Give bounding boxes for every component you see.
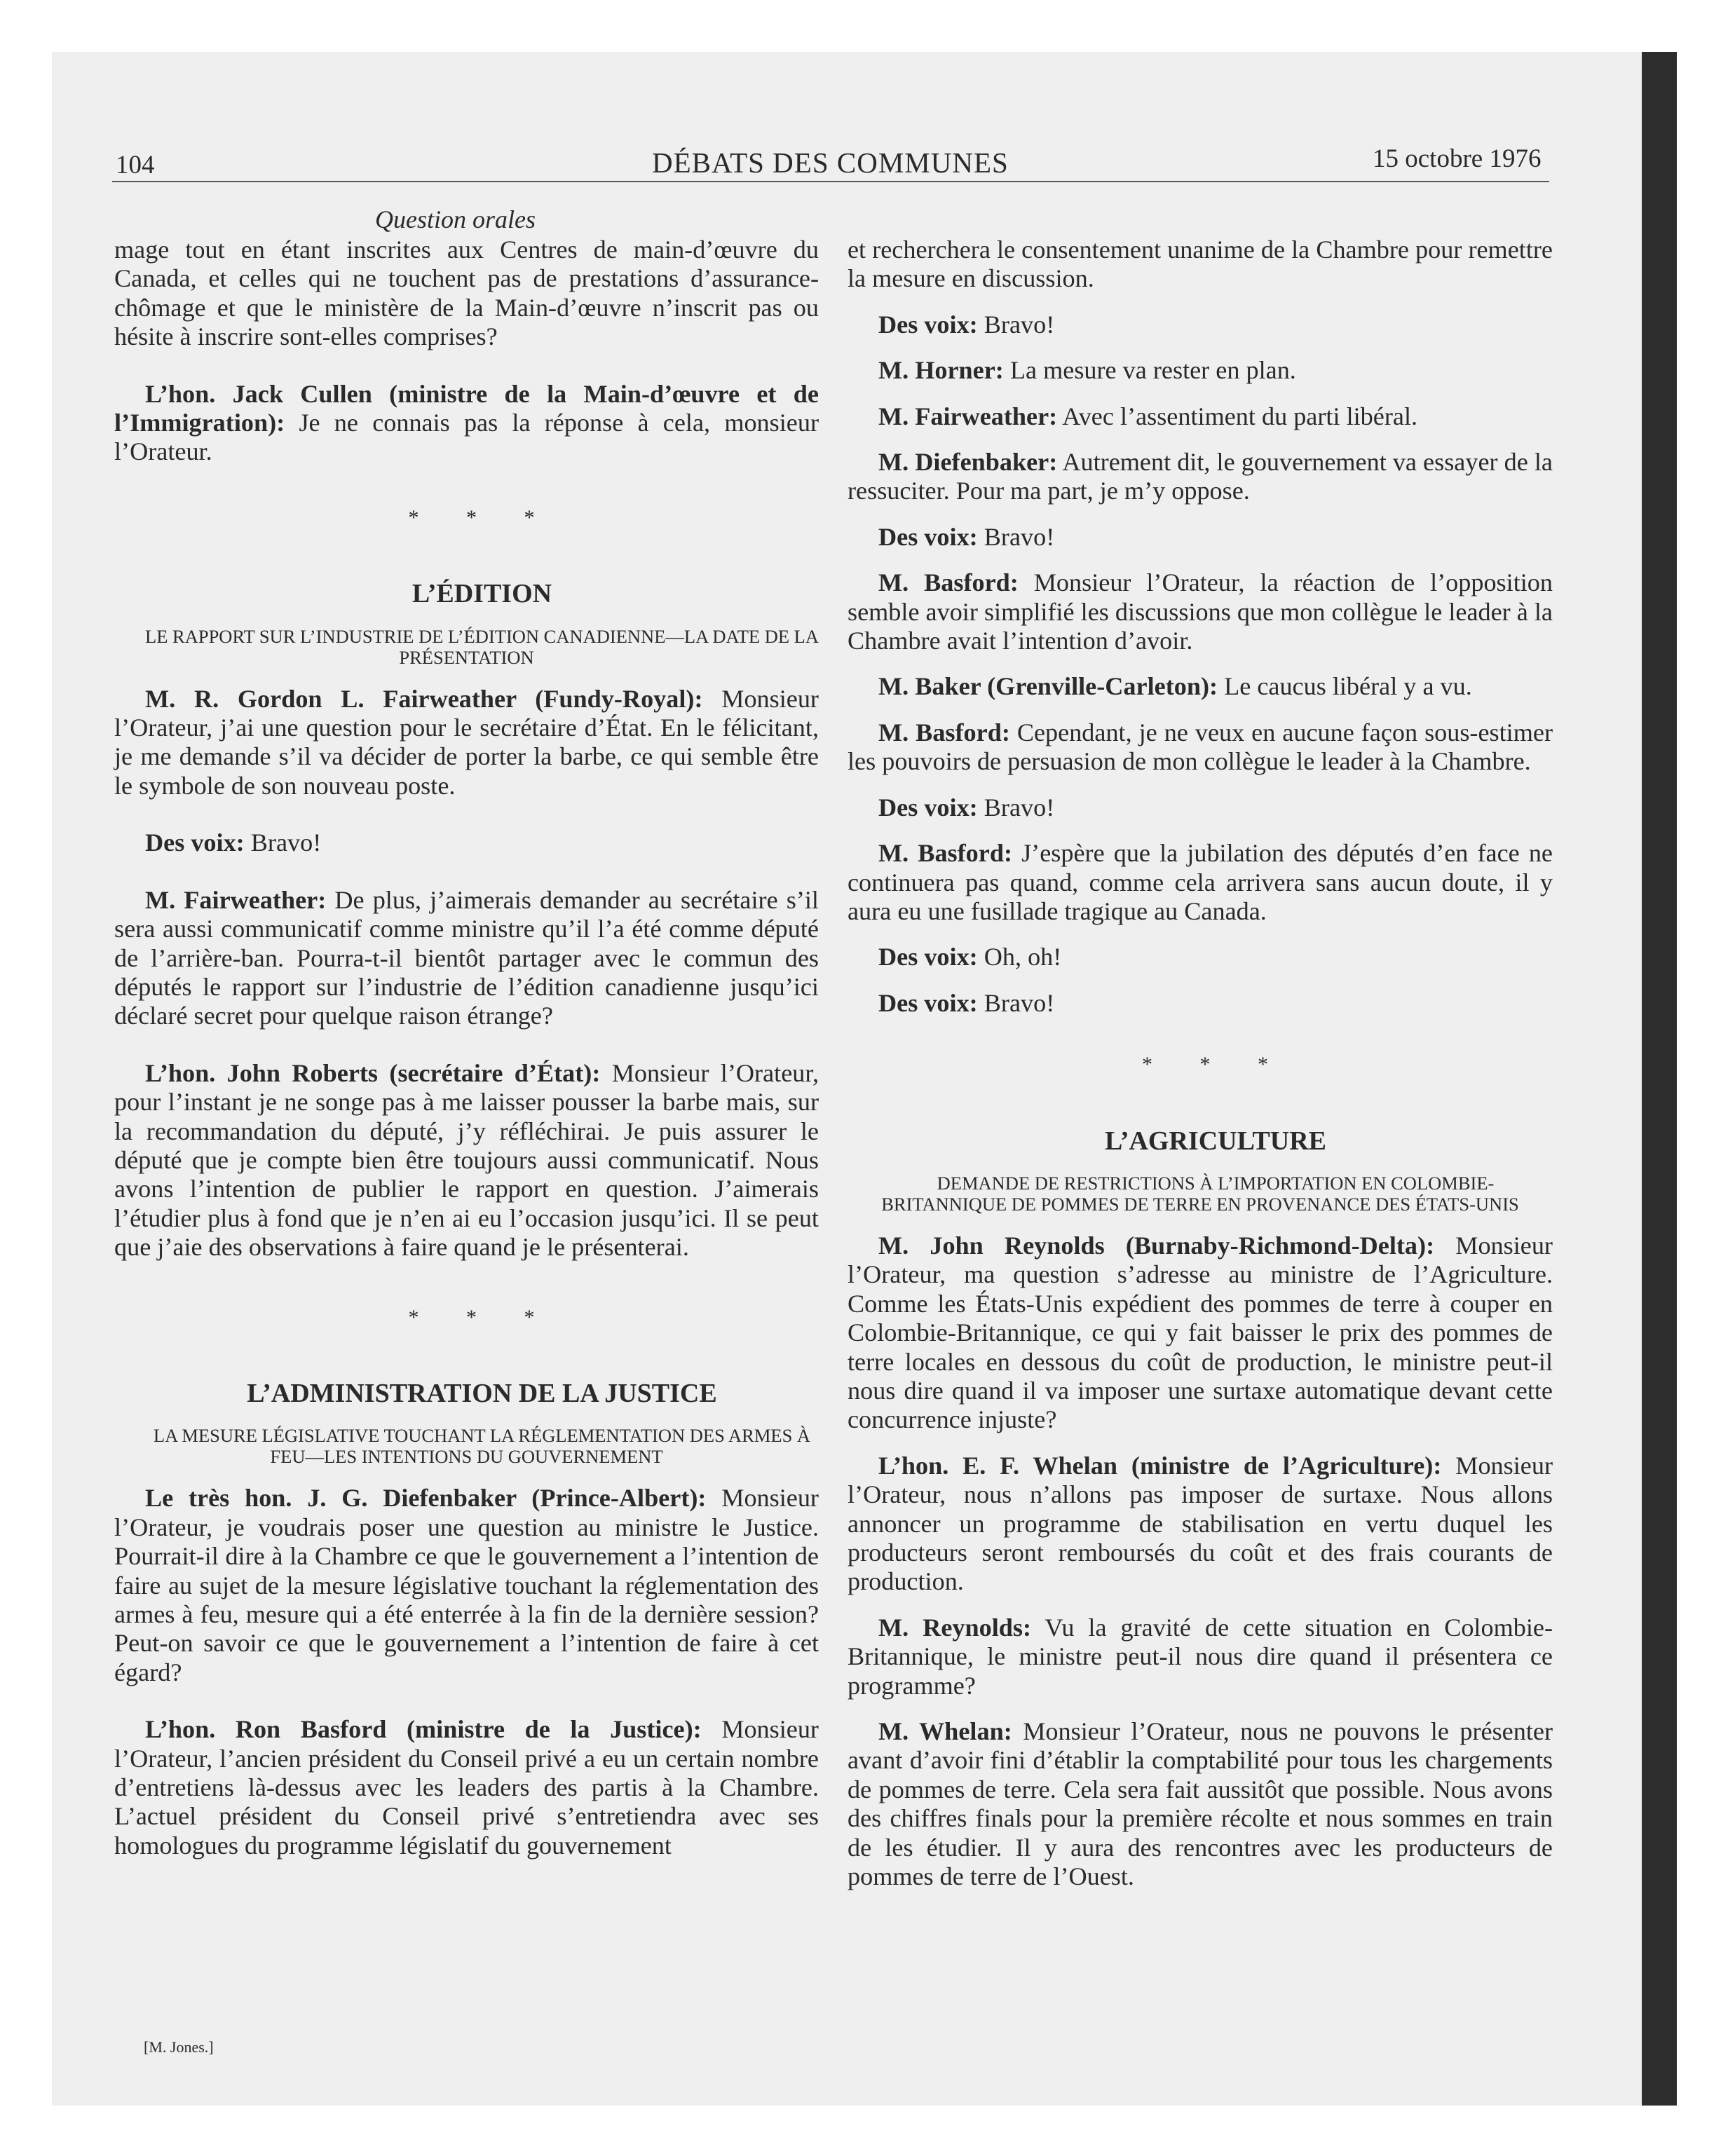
speaker: L’hon. John Roberts (secrétaire d’État): — [145, 1058, 601, 1087]
paragraph — [114, 380, 819, 467]
speech: Le caucus libéral y a vu. — [1218, 672, 1472, 701]
speech: Monsieur l’Orateur, l’ancien président du Conseil privé a eu un certain nombre d’entretiens là-dessus avec les leaders des partis à la Chambre. L’actuel président du Conseil privé s’entretiendra avec ses homologues du programme législatif du gouvernement — [114, 1715, 819, 1860]
paragraph — [848, 1613, 1553, 1700]
paragraph — [848, 356, 1553, 385]
speaker: Des voix: — [878, 522, 978, 551]
speaker: Des voix: — [145, 828, 245, 857]
speech: Bravo! — [977, 522, 1055, 551]
speech: Oh, oh! — [977, 943, 1062, 971]
section-heading: L’AGRICULTURE — [1104, 1126, 1327, 1156]
paragraph — [114, 886, 819, 1031]
speech: Bravo! — [244, 828, 322, 857]
section-label: Question orales — [375, 205, 536, 233]
section-subheading: LA MESURE LÉGISLATIVE TOUCHANT LA RÉGLEMENTATION DES ARMES À FEU—LES INTENTIONS DU GOUVERNEMENT — [153, 1425, 811, 1468]
speaker: M. Basford: — [878, 568, 1019, 597]
speaker: M. Fairweather: — [878, 402, 1058, 430]
speaker: M. Reynolds: — [878, 1613, 1032, 1642]
speaker: M. Diefenbaker: — [878, 448, 1058, 477]
paragraph — [848, 402, 1553, 431]
speech: Avec l’assentiment du parti libéral. — [1057, 402, 1418, 430]
header-date: 15 octobre 1976 — [1373, 144, 1542, 173]
speaker: M. R. Gordon L. Fairweather (Fundy-Royal): — [145, 684, 703, 713]
section-subheading: LE RAPPORT SUR L’INDUSTRIE DE L’ÉDITION CANADIENNE—LA DATE DE LA PRÉSENTATION — [145, 625, 819, 668]
speaker: Des voix: — [878, 793, 978, 821]
paragraph — [848, 943, 1553, 971]
paragraph — [848, 523, 1553, 552]
speaker: M. Whelan: — [878, 1717, 1012, 1746]
section-heading: L’ADMINISTRATION DE LA JUSTICE — [247, 1378, 717, 1408]
paragraph — [848, 1717, 1553, 1891]
speaker: L’hon. E. F. Whelan (ministre de l’Agriculture): — [878, 1451, 1442, 1480]
speech: Monsieur l’Orateur, j’ai une question pour le secrétaire d’État. En le félicitant, je me demande s’il va décider de porter la barbe, ce qui semble être le symbole de son nouveau poste. — [114, 684, 819, 800]
speech: De plus, j’aimerais demander au secrétaire s’il sera aussi communicatif comme ministre qu’il l’a été comme député de l’arrière-ban. Pourra-t-il bientôt partager avec le commun des députés le rapport sur l’industrie de l’édition canadienne jusqu’ici déclaré secret pour quelque raison étrange? — [114, 885, 819, 1030]
speaker: Des voix: — [878, 310, 978, 339]
speaker: M. Basford: — [878, 839, 1012, 868]
paragraph — [848, 1231, 1553, 1435]
paragraph — [114, 1059, 819, 1262]
section-separator: * * * — [408, 505, 556, 529]
scan-edge-shadow — [1642, 52, 1677, 2106]
speaker: M. Fairweather: — [145, 885, 327, 914]
speech: La mesure va rester en plan. — [1003, 356, 1296, 385]
speech: Bravo! — [977, 793, 1055, 821]
speech: Monsieur l’Orateur, ma question s’adresse au ministre de l’Agriculture. Comme les États-Unis expédient des pommes de terre à couper en Colombie-Britannique, ce qui y fait baisser le prix des pommes de terre locales en dessous du coût de production, le ministre peut-il nous dire quand il va imposer une surtaxe automatique devant cette concurrence injuste? — [848, 1231, 1553, 1434]
section-subheading: DEMANDE DE RESTRICTIONS À L’IMPORTATION EN COLOMBIE-BRITANNIQUE DE POMMES DE TERRE EN PROVENANCE DES ÉTATS-UNIS — [881, 1172, 1519, 1215]
paragraph — [848, 839, 1553, 926]
paragraph — [848, 448, 1553, 506]
right-column — [848, 236, 1553, 1908]
speech: Monsieur l’Orateur, nous ne pouvons le présenter avant d’avoir fini d’établir la comptabilité pour tous les chargements de pommes de terre. Cela sera fait aussitôt que possible. Nous avons des chiffres finals pour la première récolte et nous sommes en train de les étudier. Il y aura des rencontres avec les producteurs de pommes de terre de l’Ouest. — [848, 1717, 1553, 1891]
speaker: L’hon. Ron Basford (ministre de la Justice): — [145, 1715, 702, 1744]
speech: Bravo! — [977, 988, 1055, 1017]
paragraph — [848, 793, 1553, 822]
speaker: L’hon. Jack Cullen (ministre de la Main-d’œuvre et de l’Immigration): — [114, 379, 819, 437]
paragraph — [848, 311, 1553, 339]
speaker: M. Horner: — [878, 356, 1004, 385]
speech: Je ne connais pas la réponse à cela, monsieur l’Orateur. — [114, 409, 819, 466]
paragraph: mage tout en étant inscrites aux Centres de main-d’œuvre du Canada, et celles qui ne touchent pas de prestations d’assurance-chômage et que le ministère de la Main-d’œuvre n’inscrit pas ou hésite à inscrire sont-elles comprises? — [114, 236, 819, 351]
speech: Bravo! — [977, 310, 1055, 339]
speech: Monsieur l’Orateur, je voudrais poser une question au ministre le Justice. Pourrait-il dire à la Chambre ce que le gouvernement a l’intention de faire au sujet de la mesure législative touchant la réglementation des armes à feu, mesure qui a été enterrée à la fin de la dernière session? Peut-on savoir ce que le gouvernement a l’intention de faire à cet égard? — [114, 1484, 819, 1686]
speaker: Des voix: — [878, 988, 978, 1017]
section-separator: * * * — [1142, 1053, 1289, 1077]
speech: J’espère que la jubilation des députés d’en face ne continuera pas quand, comme cela arrivera sans aucun doute, il y aura eu une fusillade tragique au Canada. — [848, 839, 1553, 925]
section-heading: L’ÉDITION — [411, 579, 552, 609]
paragraph — [114, 685, 819, 801]
paragraph — [848, 1452, 1553, 1597]
left-column — [114, 236, 819, 1877]
paragraph: et recherchera le consentement unanime de la Chambre pour remettre la mesure en discussion. — [848, 236, 1553, 293]
speech: Monsieur l’Orateur, pour l’instant je ne songe pas à me laisser pousser la barbe mais, sur la recommandation du député, j’y réfléchirai. Je puis assurer le député que je compte bien être toujours aussi communicatif. Nous avons l’intention de publier le rapport en question. J’aimerais l’étudier plus à fond que je n’en ai eu l’occasion jusqu’ici. Il se peut que j’aie des observations à faire quand je le présenterai. — [114, 1058, 819, 1262]
header-rule — [112, 181, 1549, 182]
running-title: DÉBATS DES COMMUNES — [652, 146, 1009, 179]
page-number: 104 — [116, 151, 155, 179]
paragraph — [848, 568, 1553, 655]
speaker: Le très hon. J. G. Diefenbaker (Prince-Albert): — [145, 1484, 707, 1513]
speaker: M. John Reynolds (Burnaby-Richmond-Delta): — [878, 1231, 1435, 1260]
paragraph — [848, 989, 1553, 1018]
section-separator: * * * — [408, 1305, 556, 1329]
paragraph — [848, 718, 1553, 777]
speaker: M. Baker (Grenville-Carleton): — [878, 672, 1218, 701]
footer-reference: [M. Jones.] — [144, 2038, 214, 2056]
paragraph — [114, 828, 819, 857]
paragraph — [848, 672, 1553, 701]
speech: Monsieur l’Orateur, nous n’allons pas imposer de surtaxe. Nous allons annoncer un programme de stabilisation en vertu duquel les producteurs seront remboursés du coût et des frais courants de production. — [848, 1451, 1553, 1596]
paragraph — [114, 1715, 819, 1860]
speaker: Des voix: — [878, 943, 978, 971]
paragraph — [114, 1484, 819, 1687]
speech: Vu la gravité de cette situation en Colombie-Britannique, le ministre peut-il nous dire quand il présentera ce programme? — [848, 1613, 1553, 1700]
speech: Cependant, je ne veux en aucune façon sous-estimer les pouvoirs de persuasion de mon collègue le leader à la Chambre. — [848, 718, 1553, 776]
speech: Autrement dit, le gouvernement va essayer de la ressuciter. Pour ma part, je m’y oppose. — [848, 448, 1553, 505]
speech: Monsieur l’Orateur, la réaction de l’opposition semble avoir simplifié les discussions que mon collègue le leader à la Chambre avait l’intention d’avoir. — [848, 568, 1553, 655]
speaker: M. Basford: — [878, 718, 1010, 746]
